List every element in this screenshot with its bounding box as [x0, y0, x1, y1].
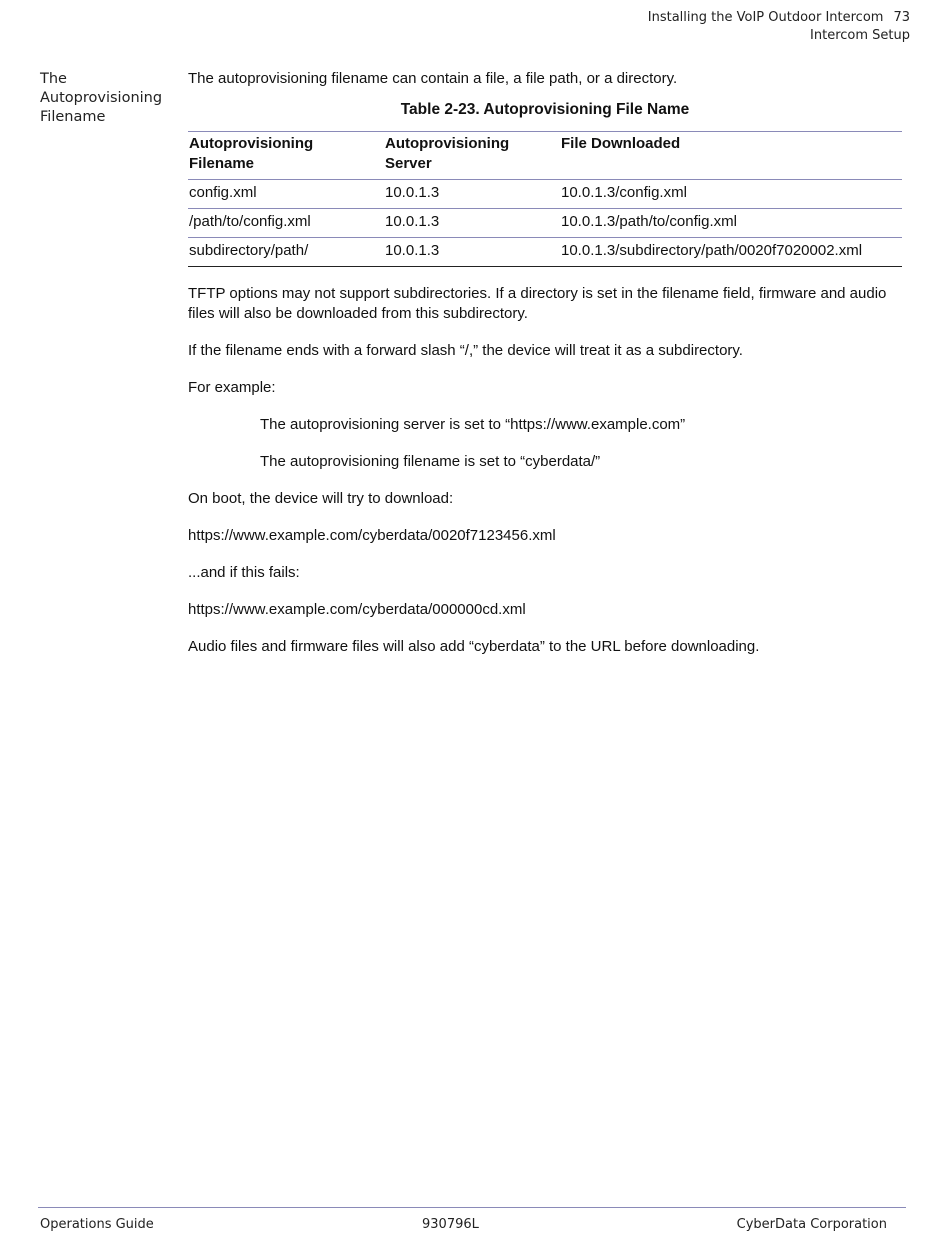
- for-example-paragraph: For example:: [188, 379, 276, 396]
- footer-doc-number: 930796L: [422, 1217, 479, 1232]
- side-heading-line: The: [40, 71, 67, 87]
- footer-doc-title: Operations Guide: [40, 1217, 154, 1232]
- main-content: [188, 69, 902, 657]
- first-url: https://www.example.com/cyberdata/0020f7123456.xml: [188, 527, 556, 544]
- table-row: [188, 238, 902, 267]
- table-cell: 10.0.1.3/subdirectory/path/0020f7020002.xml: [561, 242, 863, 259]
- footer-rule: [38, 1207, 906, 1208]
- intro-paragraph: The autoprovisioning filename can contain a file, a file path, or a directory.: [188, 70, 678, 87]
- example-server-paragraph: The autoprovisioning server is set to “https://www.example.com”: [260, 416, 686, 433]
- side-heading-line: Filename: [40, 109, 106, 125]
- section-title: Installing the VoIP Outdoor Intercom: [647, 10, 884, 25]
- table-cell: config.xml: [189, 184, 257, 201]
- column-header-server: Autoprovisioning Server: [385, 135, 510, 172]
- side-heading: [40, 70, 180, 127]
- if-fails-paragraph: ...and if this fails:: [188, 564, 300, 581]
- table-caption: Table 2-23. Autoprovisioning File Name: [400, 101, 690, 118]
- on-boot-paragraph: On boot, the device will try to download:: [188, 490, 454, 507]
- subsection-title: Intercom Setup: [810, 28, 910, 43]
- column-header-file-downloaded: File Downloaded: [561, 135, 681, 152]
- audio-paragraph: Audio files and firmware files will also add “cyberdata” to the URL before downloading.: [188, 638, 760, 655]
- table-header-row: [188, 132, 902, 180]
- table-row: [188, 209, 902, 238]
- column-header-filename: Autoprovisioning Filename: [189, 135, 314, 172]
- table-cell: 10.0.1.3: [385, 242, 440, 259]
- table-cell: 10.0.1.3/config.xml: [561, 184, 687, 201]
- table-cell: subdirectory/path/: [189, 242, 309, 259]
- side-heading-line: Autoprovisioning: [40, 90, 163, 106]
- table-row: [188, 180, 902, 209]
- second-url: https://www.example.com/cyberdata/000000cd.xml: [188, 601, 526, 618]
- table-cell: 10.0.1.3: [385, 213, 440, 230]
- table-cell: 10.0.1.3/path/to/config.xml: [561, 213, 737, 230]
- page-number: 73: [893, 10, 910, 25]
- slash-paragraph: If the filename ends with a forward slash “/,” the device will treat it as a subdirectory.: [188, 342, 743, 359]
- footer-company: CyberData Corporation: [736, 1217, 887, 1232]
- autoprovisioning-table: [188, 131, 902, 267]
- tftp-paragraph: TFTP options may not support subdirectories. If a directory is set in the filename field, firmware and audio files will also be downloaded from this subdirectory.: [188, 285, 887, 322]
- running-header: [648, 9, 910, 45]
- example-filename-paragraph: The autoprovisioning filename is set to “cyberdata/”: [260, 453, 601, 470]
- table-cell: 10.0.1.3: [385, 184, 440, 201]
- table-cell: /path/to/config.xml: [189, 213, 311, 230]
